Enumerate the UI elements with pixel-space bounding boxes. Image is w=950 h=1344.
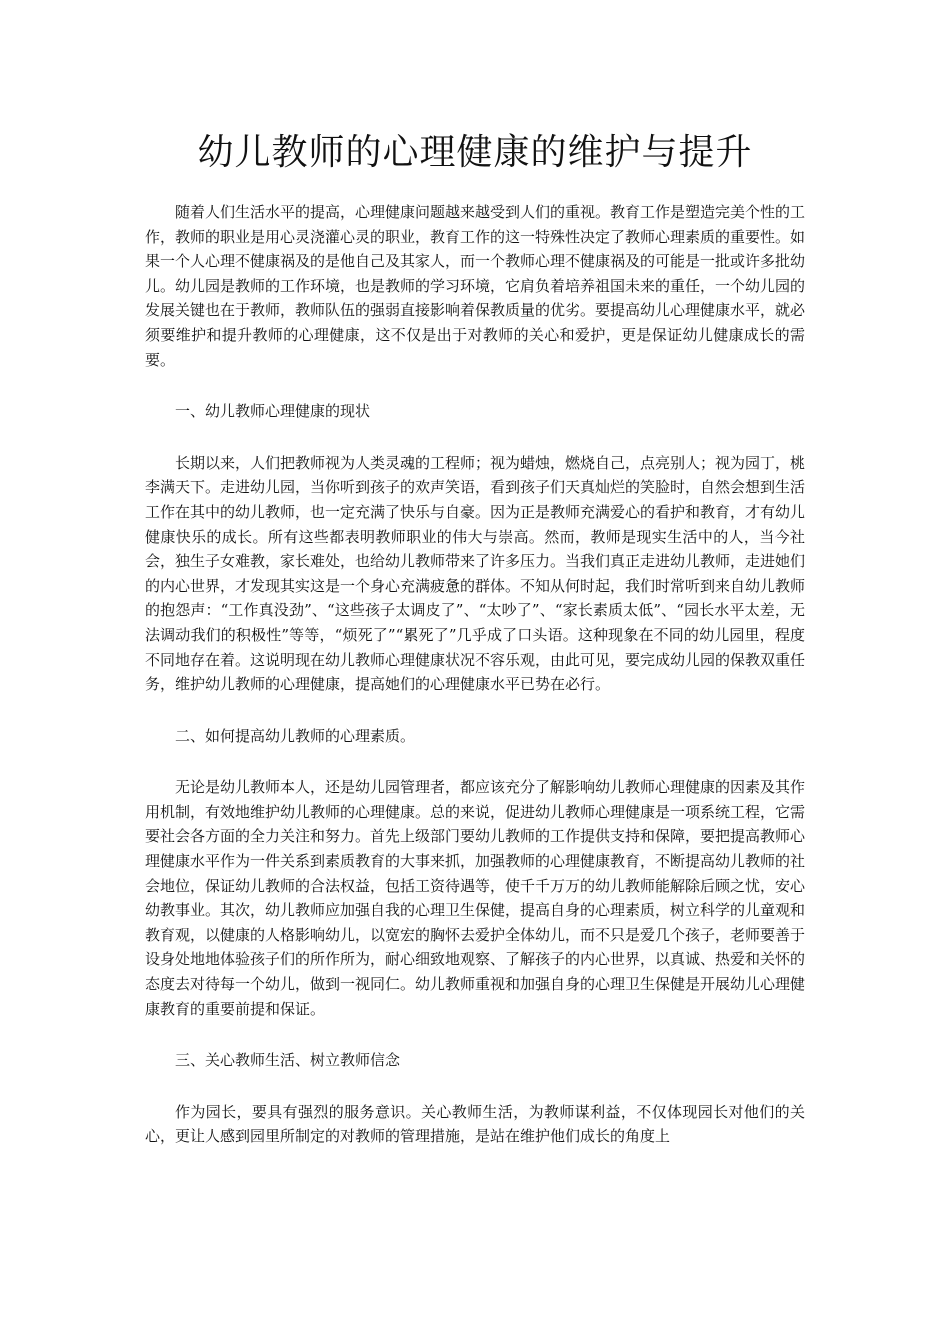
section-1-heading: 一、幼儿教师心理健康的现状 [175,402,371,421]
section-2-paragraph: 无论是幼儿教师本人，还是幼儿园管理者，都应该充分了解影响幼儿教师心理健康的因素及其作用机制，有效地维护幼儿教师的心理健康。总的来说，促进幼儿教师心理健康是一项系统工程，它需要社会各方面的全力关注和努力。首先上级部门要幼儿教师的工作提供支持和保障，要把提高教师心理健康水平作为一件关系到素质教育的大事来抓，加强教师的心理健康教育，不断提高幼儿教师的社会地位，保证幼儿教师的合法权益，包括工资待遇等，使千千万万的幼儿教师能解除后顾之忧，安心幼教事业。其次，幼儿教师应加强自我的心理卫生保健，提高自身的心理素质，树立科学的儿童观和教育观，以健康的人格影响幼儿，以宽宏的胸怀去爱护全体幼儿，而不只是爱几个孩子，老师要善于设身处地地体验孩子们的所作所为，耐心细致地观察、了解孩子的内心世界，以真诚、热爱和关怀的态度去对待每一个幼儿，做到一视同仁。幼儿教师重视和加强自身的心理卫生保健是开展幼儿心理健康教育的重要前提和保证。 [145,778,806,1018]
document-title: 幼儿教师的心理健康的维护与提升 [197,132,753,173]
section-3-paragraph: 作为园长，要具有强烈的服务意识。关心教师生活，为教师谋利益，不仅体现园长对他们的关心，更让人感到园里所制定的对教师的管理措施，是站在维护他们成长的角度上 [145,1102,805,1146]
section-1-paragraph: 长期以来，人们把教师视为人类灵魂的工程师；视为蜡烛，燃烧自己，点亮别人；视为园丁，桃李满天下。走进幼儿园，当你听到孩子的欢声笑语，看到孩子们天真灿烂的笑脸时，自然会想到生活工作在其中的幼儿教师，也一定充满了快乐与自豪。因为正是教师充满爱心的看护和教育，才有幼儿健康快乐的成长。所有这些都表明教师职业的伟大与崇高。然而，教师是现实生活中的人，当今社会，独生子女难教，家长难处，也给幼儿教师带来了许多压力。当我们真正走进幼儿教师，走进她们的内心世界，才发现其实这是一个身心充满疲惫的群体。不知从何时起，我们时常听到来自幼儿教师的抱怨声：“工作真没劲”、“这些孩子太调皮了”、“太吵了”、“家长素质太低”、“园长水平太差，无法调动我们的积极性”等等，“烦死了”“累死了”几乎成了口头语。这种现象在不同的幼儿园里，程度不同地存在着。这说明现在幼儿教师心理健康状况不容乐观，由此可见，要完成幼儿园的保教双重任务，维护幼儿教师的心理健康，提高她们的心理健康水平已势在必行。 [145,453,806,694]
intro-paragraph: 随着人们生活水平的提高，心理健康问题越来越受到人们的重视。教育工作是塑造完美个性的工作，教师的职业是用心灵浇灌心灵的职业，教育工作的这一特殊性决定了教师心理素质的重要性。如果一个人心理不健康祸及的是他自己及其家人，而一个教师心理不健康祸及的可能是一批或许多批幼儿。幼儿园是教师的工作环境，也是教师的学习环境，它肩负着培养祖国未来的重任，一个幼儿园的发展关键也在于教师，教师队伍的强弱直接影响着保教质量的优劣。要提高幼儿心理健康水平，就必须要维护和提升教师的心理健康，这不仅是出于对教师的关心和爱护，更是保证幼儿健康成长的需要。 [145,203,806,369]
document-body [145,200,805,1176]
section-3-heading: 三、关心教师生活、树立教师信念 [175,1051,401,1070]
section-2-heading: 二、如何提高幼儿教师的心理素质。 [175,726,416,745]
